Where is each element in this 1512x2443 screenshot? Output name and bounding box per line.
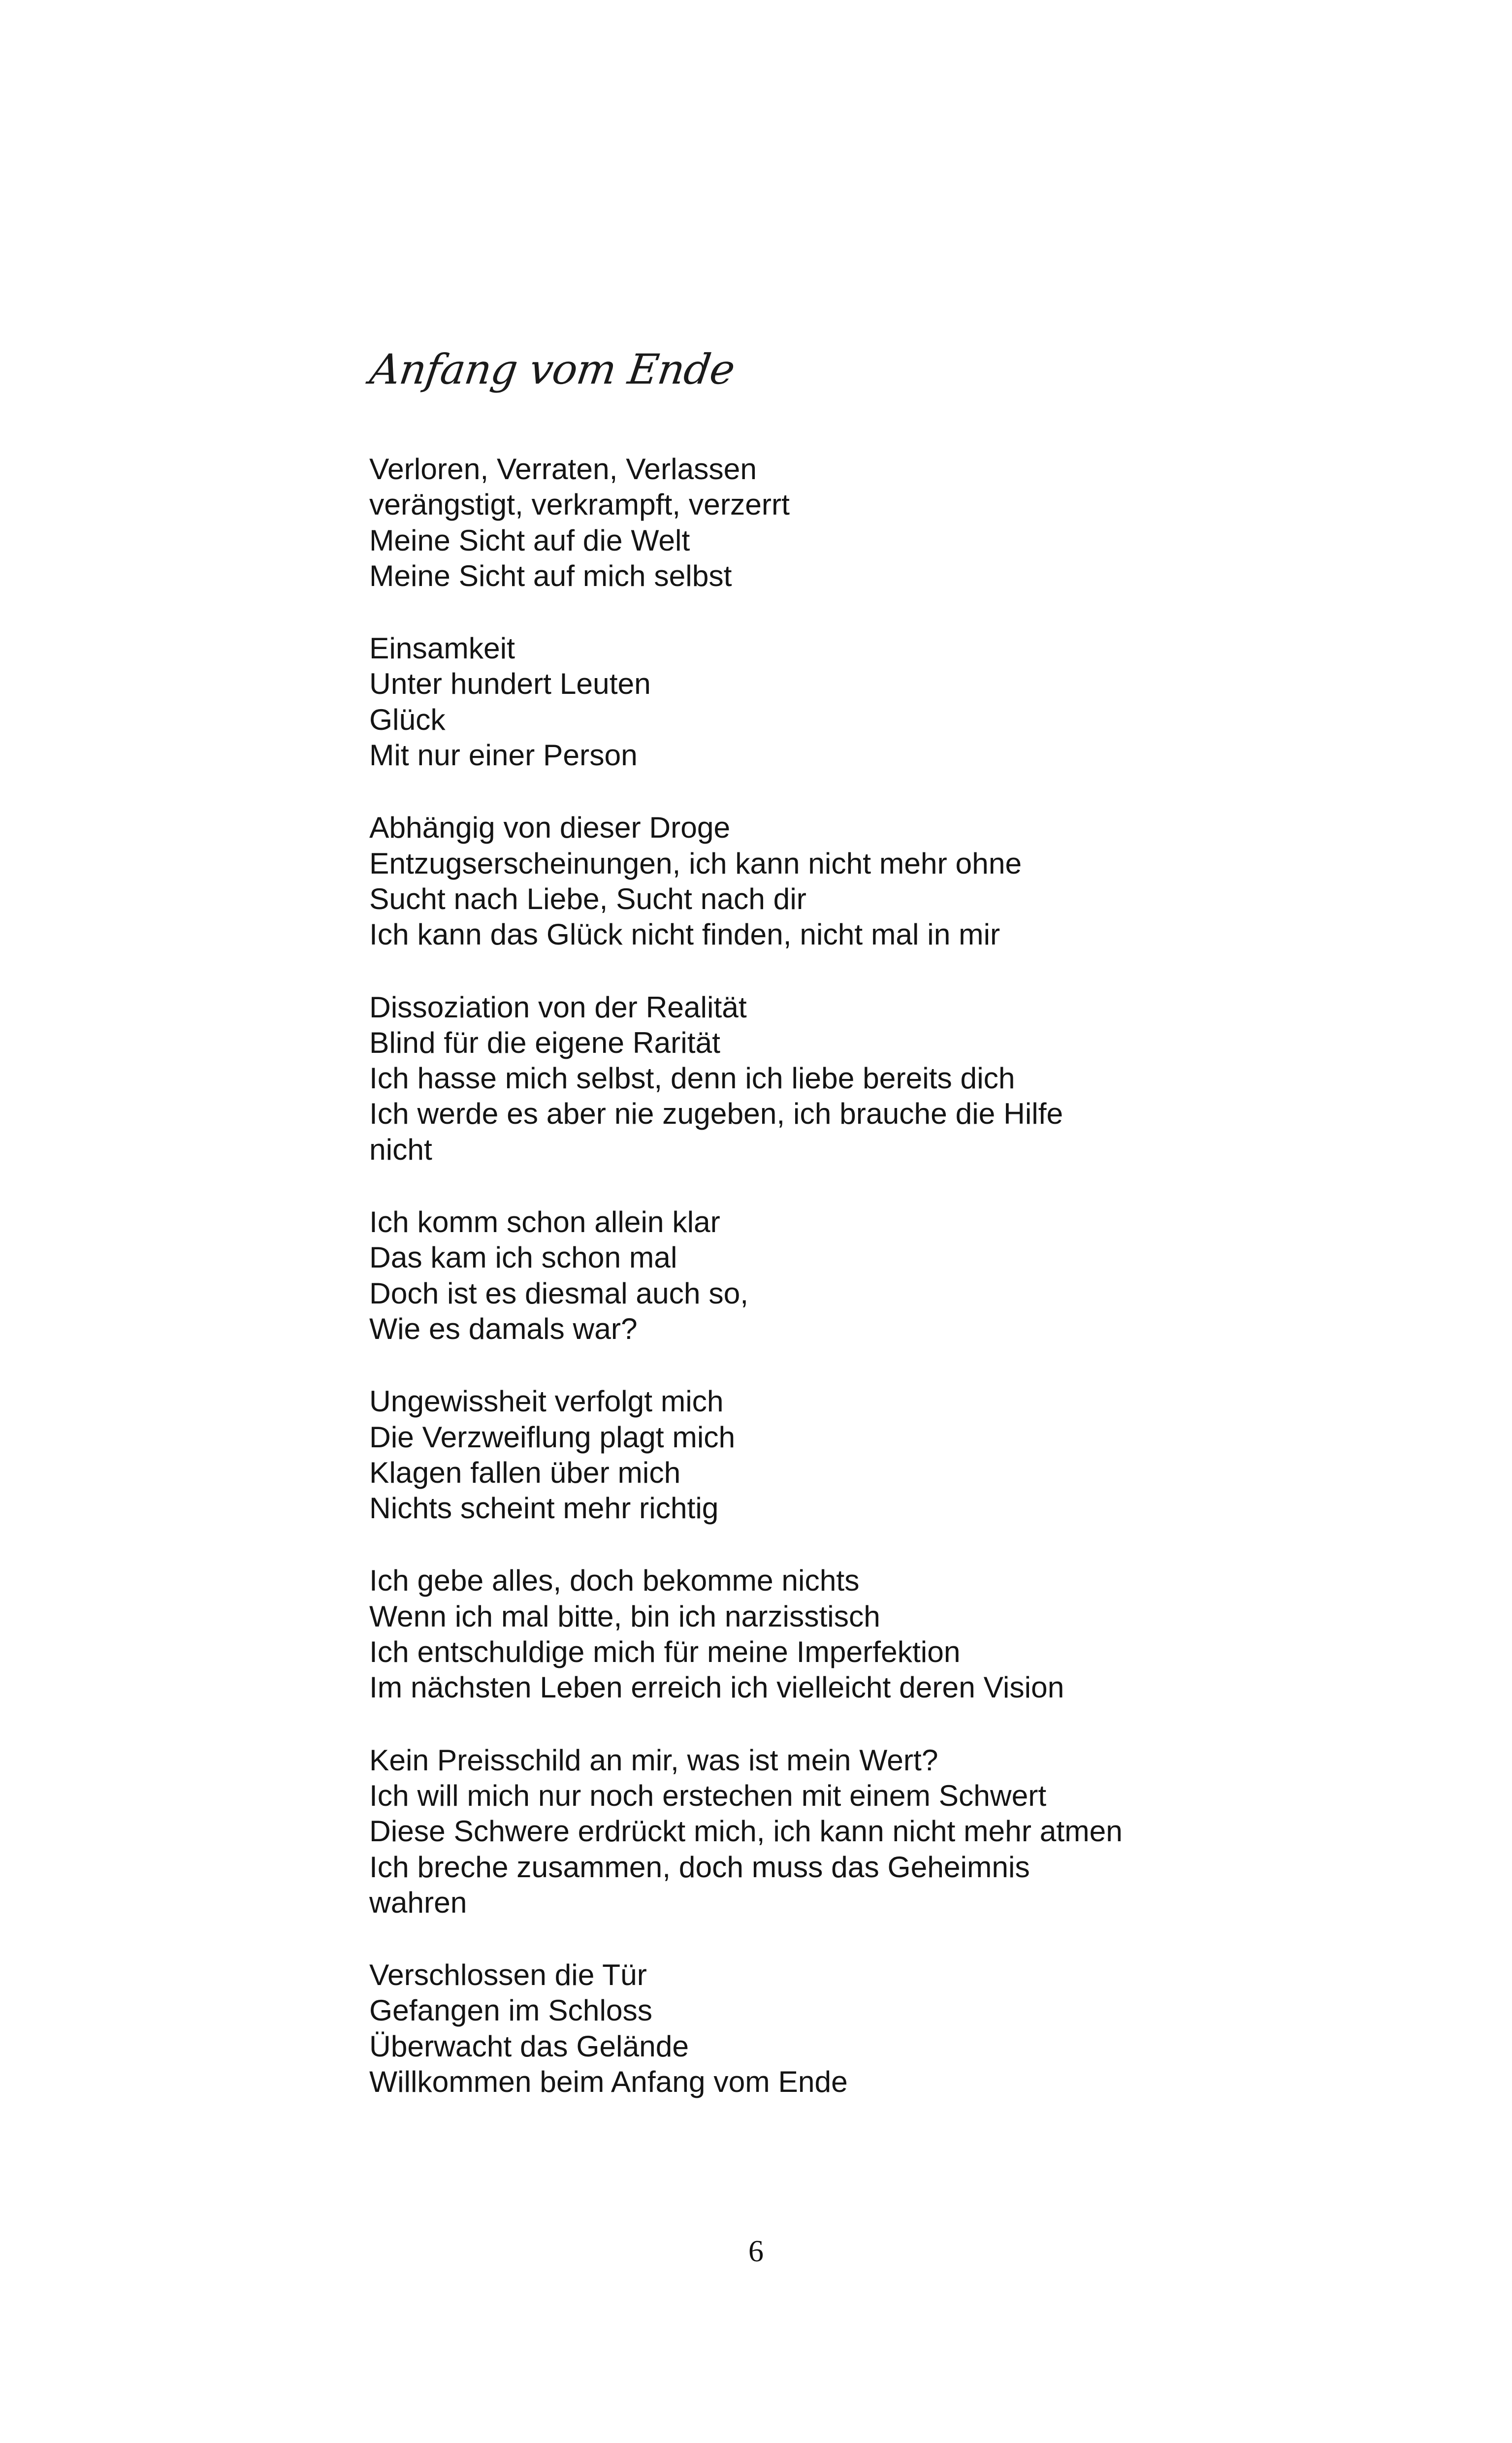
poem-line: Gefangen im Schloss — [369, 1993, 653, 2027]
poem-line: Ungewissheit verfolgt mich — [369, 1384, 724, 1418]
poem-line: verängstigt, verkrampft, verzerrt — [369, 488, 790, 521]
poem-line: Mit nur einer Person — [369, 738, 638, 772]
poem-line: Im nächsten Leben erreich ich vielleicht deren Vision — [369, 1670, 1064, 1704]
poem-line: Ich gebe alles, doch bekomme nichts — [369, 1564, 860, 1597]
poem-line: Das kam ich schon mal — [369, 1240, 677, 1274]
stanza — [369, 1204, 1305, 1346]
poem-line: Glück — [369, 702, 446, 736]
poem-line: Ich entschuldige mich für meine Imperfektion — [369, 1635, 961, 1669]
stanza — [369, 630, 1305, 773]
poem-line: Meine Sicht auf die Welt — [369, 523, 690, 557]
poem-line: Blind für die eigene Rarität — [369, 1025, 720, 1059]
poem-line: Nichts scheint mehr richtig — [369, 1491, 719, 1525]
page-number: 6 — [748, 2235, 764, 2268]
poem-line: Kein Preisschild an mir, was ist mein Wert? — [369, 1743, 938, 1777]
poem-line: Meine Sicht auf mich selbst — [369, 558, 732, 592]
poem-line: nicht — [369, 1132, 432, 1166]
poem-line: Diese Schwere erdrückt mich, ich kann nicht mehr atmen — [369, 1814, 1123, 1848]
poem-line: Ich komm schon allein klar — [369, 1205, 720, 1239]
poem-line: Einsamkeit — [369, 631, 515, 665]
stanza — [369, 989, 1305, 1167]
poem-line: Verloren, Verraten, Verlassen — [369, 452, 757, 486]
poem-line: Verschlossen die Tür — [369, 1958, 647, 1992]
poem-title: Anfang vom Ende — [367, 345, 738, 393]
stanza — [369, 1563, 1305, 1705]
stanza — [369, 810, 1305, 952]
stanza — [369, 451, 1305, 593]
poem-line: Doch ist es diesmal auch so, — [369, 1276, 749, 1310]
poem-line: Die Verzweiflung plagt mich — [369, 1420, 736, 1454]
stanza — [369, 1742, 1305, 1920]
poem-line: Ich will mich nur noch erstechen mit einem Schwert — [369, 1778, 1047, 1812]
poem-line: wahren — [369, 1885, 467, 1919]
stanza — [369, 1957, 1305, 2099]
poem-line: Dissoziation von der Realität — [369, 990, 747, 1024]
poem-line: Ich kann das Glück nicht finden, nicht mal in mir — [369, 917, 1000, 951]
poem-line: Unter hundert Leuten — [369, 667, 651, 701]
poem-line: Ich hasse mich selbst, denn ich liebe bereits dich — [369, 1061, 1015, 1095]
poem-body — [369, 451, 1305, 2099]
poem-line: Sucht nach Liebe, Sucht nach dir — [369, 881, 806, 915]
stanza — [369, 1383, 1305, 1526]
poem-line: Klagen fallen über mich — [369, 1455, 681, 1489]
poem-line: Wenn ich mal bitte, bin ich narzisstisch — [369, 1599, 880, 1633]
poem-line: Abhängig von dieser Droge — [369, 811, 731, 845]
poem-line: Überwacht das Gelände — [369, 2029, 689, 2063]
poem-line: Wie es damals war? — [369, 1311, 638, 1345]
poem-line: Entzugserscheinungen, ich kann nicht mehr ohne — [369, 846, 1022, 880]
poem-line: Ich werde es aber nie zugeben, ich brauche die Hilfe — [369, 1097, 1063, 1131]
poem-line: Ich breche zusammen, doch muss das Geheimnis — [369, 1850, 1030, 1884]
poem-line: Willkommen beim Anfang vom Ende — [369, 2064, 848, 2098]
